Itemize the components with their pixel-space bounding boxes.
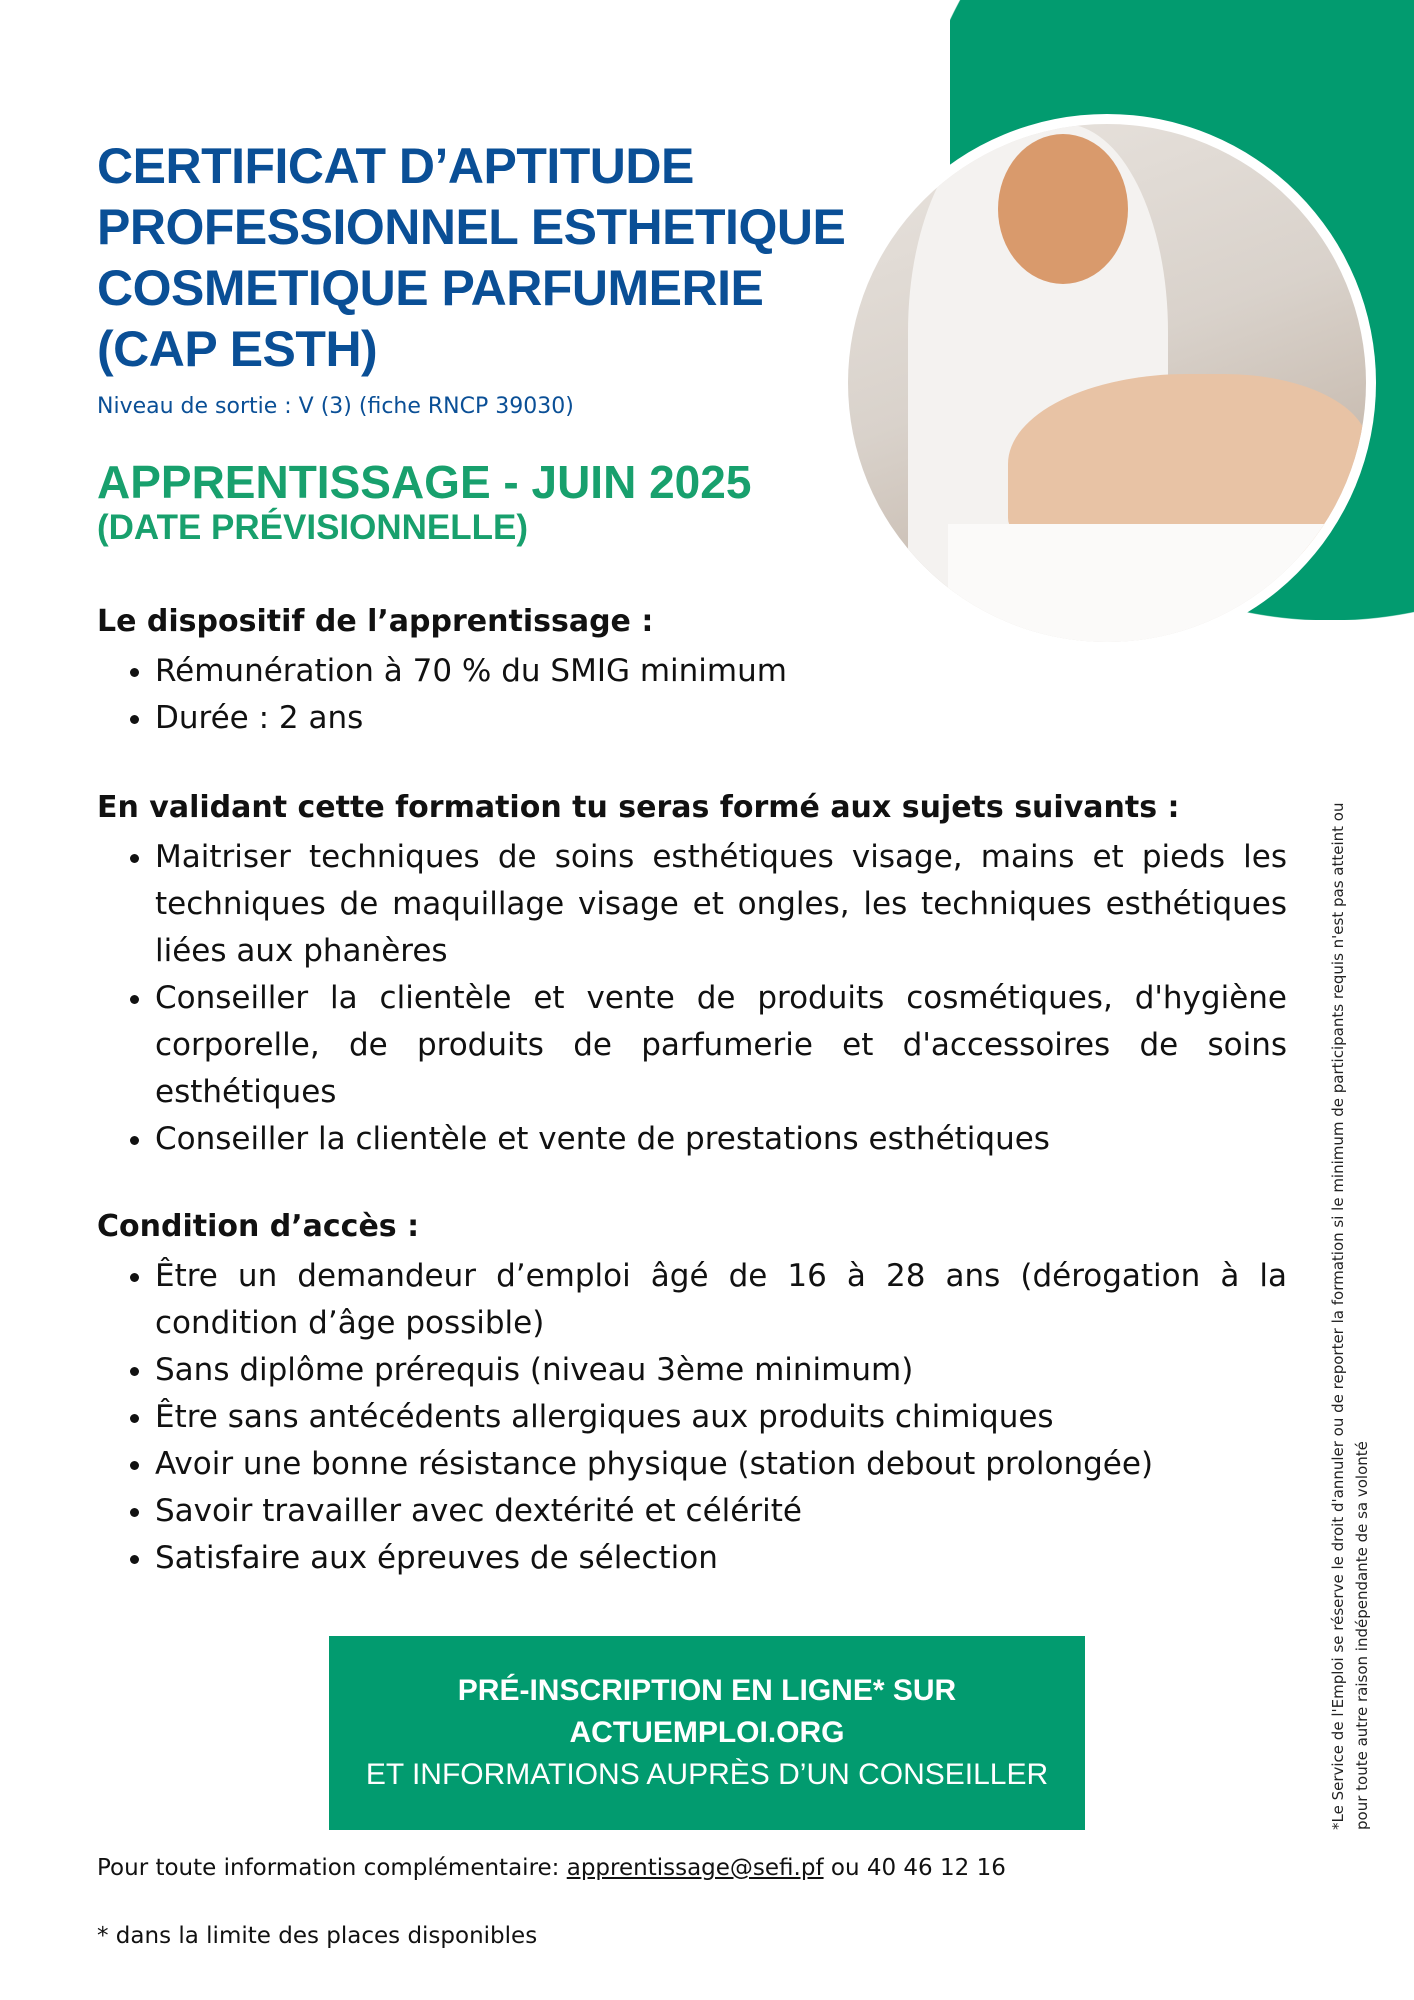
list-item: • Satisfaire aux épreuves de sélection xyxy=(155,1535,1287,1582)
conditions-section xyxy=(97,1205,1287,1582)
list-item: • Avoir une bonne résistance physique (station debout prolongée) xyxy=(155,1441,1287,1488)
beautician-photo xyxy=(838,114,1376,652)
cta-website[interactable]: ACTUEMPLOI.ORG xyxy=(569,1716,845,1749)
beautician-head xyxy=(998,134,1128,284)
date-note: (DATE PRÉVISIONNELLE) xyxy=(97,508,529,547)
list-item: • Maitriser techniques de soins esthétiques visage, mains et pieds les techniques de maquillage visage et ongles, les techniques esthétiques liées aux phanères xyxy=(155,834,1287,975)
list-item: • Durée : 2 ans xyxy=(155,695,1287,742)
contact-info xyxy=(97,1855,1006,1881)
apprentissage-date: APPRENTISSAGE - JUIN 2025 xyxy=(97,456,752,508)
title-line: CERTIFICAT D’APTITUDE xyxy=(97,138,694,194)
list-item: • Conseiller la clientèle et vente de produits cosmétiques, d'hygiène corporelle, de produits de parfumerie et d'accessoires de soins esthétiques xyxy=(155,975,1287,1116)
list-item: • Être sans antécédents allergiques aux produits chimiques xyxy=(155,1394,1287,1441)
contact-phone: ou 40 46 12 16 xyxy=(823,1855,1006,1881)
footnote: * dans la limite des places disponibles xyxy=(97,1923,538,1949)
list-item: • Conseiller la clientèle et vente de prestations esthétiques xyxy=(155,1116,1287,1163)
dispositif-section xyxy=(97,600,1287,742)
list-item: • Être un demandeur d’emploi âgé de 16 à 28 ans (dérogation à la condition d’âge possible) xyxy=(155,1253,1287,1347)
niveau-sortie: Niveau de sortie : V (3) (fiche RNCP 39030) xyxy=(97,394,574,419)
email-link[interactable]: apprentissage@sefi.pf xyxy=(566,1855,824,1881)
cta-line: PRÉ-INSCRIPTION EN LIGNE* SUR xyxy=(457,1674,957,1707)
title-line: (CAP ESTH) xyxy=(97,321,378,377)
sujets-section xyxy=(97,786,1287,1163)
list-item: • Rémunération à 70 % du SMIG minimum xyxy=(155,648,1287,695)
section-heading: Le dispositif de l’apprentissage : xyxy=(97,604,654,639)
section-heading: Condition d’accès : xyxy=(97,1209,420,1244)
contact-prefix: Pour toute information complémentaire: xyxy=(97,1855,567,1881)
title-line: COSMETIQUE PARFUMERIE xyxy=(97,260,764,316)
section-heading: En validant cette formation tu seras formé aux sujets suivants : xyxy=(97,790,1180,825)
list-item: • Savoir travailler avec dextérité et célérité xyxy=(155,1488,1287,1535)
list-item: • Sans diplôme prérequis (niveau 3ème minimum) xyxy=(155,1347,1287,1394)
cta-line: ET INFORMATIONS AUPRÈS D’UN CONSEILLER xyxy=(365,1758,1049,1791)
disclaimer-line: pour toute autre raison indépendante de sa volonté xyxy=(1353,1441,1371,1830)
page-title xyxy=(97,136,857,380)
title-line: PROFESSIONNEL ESTHETIQUE xyxy=(97,199,846,255)
disclaimer xyxy=(1326,640,1374,1830)
preinscription-banner[interactable] xyxy=(329,1636,1085,1830)
disclaimer-line: *Le Service de l'Emploi se réserve le droit d'annuler ou de reporter la formation si le minimum de participants requis n'est pas atteint ou xyxy=(1329,802,1347,1830)
